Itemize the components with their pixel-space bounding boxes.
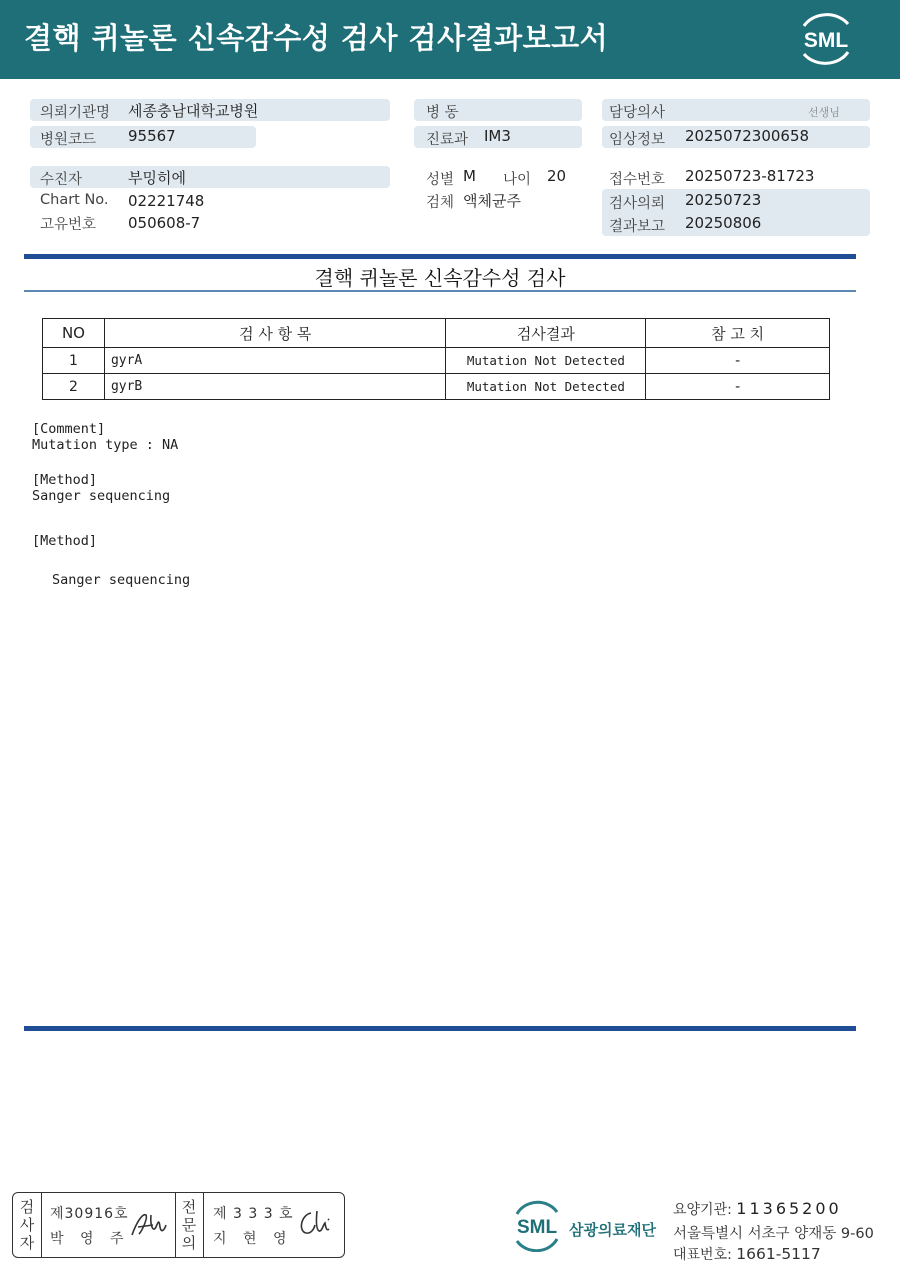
specialist-label: 전문의 bbox=[181, 1198, 197, 1252]
sex-label: 성별 bbox=[426, 172, 455, 188]
phone-line bbox=[673, 1244, 821, 1264]
ward-label: 병 동 bbox=[426, 105, 459, 121]
institution-code-line bbox=[673, 1199, 842, 1219]
header-item: 검 사 항 목 bbox=[104, 319, 446, 348]
specialist-name: 지 현 영 bbox=[213, 1231, 293, 1247]
report-header bbox=[0, 0, 900, 79]
report-date-value: 20250806 bbox=[685, 214, 762, 232]
header-ref: 참 고 치 bbox=[646, 319, 830, 348]
row-item: gyrB bbox=[104, 374, 446, 400]
method2-text: Sanger sequencing bbox=[52, 572, 191, 588]
chart-value: 02221748 bbox=[128, 192, 205, 210]
test-title: 결핵 퀴놀론 신속감수성 검사 bbox=[314, 266, 566, 290]
method-heading: [Method] bbox=[32, 472, 98, 488]
row-ref: - bbox=[646, 374, 830, 400]
row-result: Mutation Not Detected bbox=[446, 348, 646, 374]
doctor-suffix: 선생님 bbox=[808, 106, 840, 119]
footer-rule bbox=[24, 1026, 856, 1031]
row-result: Mutation Not Detected bbox=[446, 374, 646, 400]
row-no: 2 bbox=[43, 374, 105, 400]
sex-value: M bbox=[463, 167, 476, 185]
results-table bbox=[42, 318, 830, 400]
unique-label: 고유번호 bbox=[40, 217, 97, 233]
organization-address: 서울특별시 서초구 양재동 9-60 bbox=[673, 1226, 874, 1242]
sml-footer-logo bbox=[510, 1200, 564, 1252]
patient-field bbox=[30, 166, 390, 188]
hospital-code-value: 95567 bbox=[128, 127, 176, 145]
signature-box bbox=[12, 1192, 345, 1258]
phone-label: 대표번호: bbox=[673, 1247, 732, 1263]
specimen-value: 액체균주 bbox=[463, 192, 521, 210]
patient-label: 수진자 bbox=[40, 172, 83, 188]
specimen-label: 검체 bbox=[426, 195, 455, 211]
chart-label: Chart No. bbox=[40, 192, 109, 208]
method-text: Sanger sequencing bbox=[32, 488, 171, 504]
request-value: 20250723 bbox=[685, 191, 762, 209]
receipt-label: 접수번호 bbox=[609, 172, 666, 188]
signbox-divider bbox=[203, 1193, 204, 1257]
examiner-signature bbox=[129, 1207, 169, 1243]
sml-logo bbox=[796, 12, 856, 66]
clinical-label: 임상정보 bbox=[609, 132, 666, 148]
report-title: 결핵 퀴놀론 신속감수성 검사 검사결과보고서 bbox=[24, 21, 609, 55]
signbox-divider bbox=[41, 1193, 42, 1257]
institution-code-label: 요양기관: bbox=[673, 1202, 732, 1218]
comment-text: Mutation type : NA bbox=[32, 437, 179, 453]
table-header-row bbox=[43, 319, 830, 348]
age-value: 20 bbox=[547, 167, 567, 185]
receipt-value: 20250723-81723 bbox=[685, 167, 815, 185]
department-label: 진료과 bbox=[426, 132, 469, 148]
request-label: 검사의뢰 bbox=[609, 196, 666, 212]
signbox-divider bbox=[175, 1193, 176, 1257]
examiner-name: 박 영 주 bbox=[50, 1231, 130, 1247]
department-value: IM3 bbox=[484, 127, 511, 145]
footer-logo-text: SML bbox=[516, 1217, 558, 1238]
specialist-number: 제 3 3 3 호 bbox=[213, 1206, 294, 1222]
row-item: gyrA bbox=[104, 348, 446, 374]
logo-text: SML bbox=[803, 29, 849, 52]
specialist-signature bbox=[295, 1205, 337, 1243]
method2-heading: [Method] bbox=[32, 533, 98, 549]
patient-value: 부밍히에 bbox=[128, 169, 186, 187]
header-no: NO bbox=[43, 319, 105, 348]
clinical-value: 2025072300658 bbox=[685, 127, 810, 145]
doctor-label: 담당의사 bbox=[609, 105, 666, 121]
header-result: 검사결과 bbox=[446, 319, 646, 348]
examiner-number: 제30916호 bbox=[50, 1206, 129, 1222]
title-bottom-rule bbox=[24, 290, 856, 292]
row-no: 1 bbox=[43, 348, 105, 374]
institution-label: 의뢰기관명 bbox=[40, 105, 111, 121]
row-ref: - bbox=[646, 348, 830, 374]
comment-heading: [Comment] bbox=[32, 421, 106, 437]
hospital-code-label: 병원코드 bbox=[40, 132, 97, 148]
table-row bbox=[43, 348, 830, 374]
organization-name: 삼광의료재단 bbox=[569, 1221, 656, 1239]
unique-value: 050608-7 bbox=[128, 214, 201, 232]
institution-code: 11365200 bbox=[736, 1199, 842, 1218]
report-date-label: 결과보고 bbox=[609, 219, 666, 235]
title-top-rule bbox=[24, 254, 856, 259]
age-label: 나이 bbox=[503, 172, 532, 188]
phone-number: 1661-5117 bbox=[736, 1245, 821, 1263]
examiner-label: 검사자 bbox=[19, 1198, 35, 1252]
table-row bbox=[43, 374, 830, 400]
institution-value: 세종충남대학교병원 bbox=[128, 102, 259, 120]
